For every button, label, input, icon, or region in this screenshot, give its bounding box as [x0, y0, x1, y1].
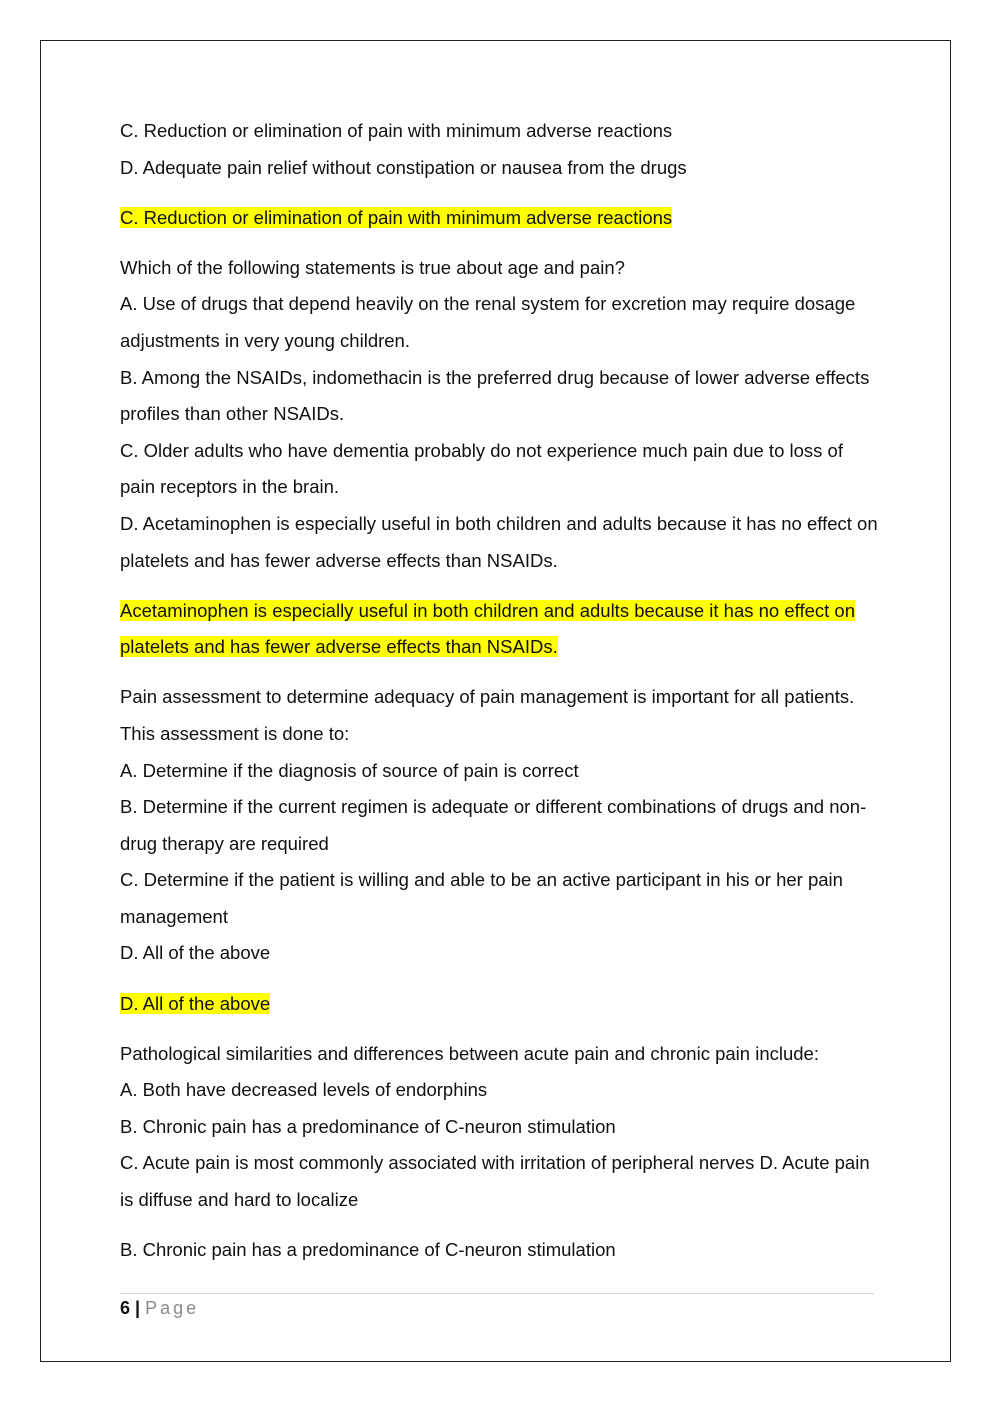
page-label: Page — [145, 1298, 200, 1318]
question-text: Pain assessment to determine adequacy of pain management is important for all patients. This assessment is done to: — [120, 686, 855, 744]
option-c: C. Acute pain is most commonly associated with irritation of peripheral nerves D. Acute pain is diffuse and hard to localize — [120, 1152, 870, 1211]
question-text: Which of the following statements is true about age and pain? — [120, 256, 625, 278]
answer-text: C. Reduction or elimination of pain with minimum adverse reactions — [120, 206, 673, 228]
option-b: B. Determine if the current regimen is adequate or different combinations of drugs and non-drug therapy are required — [120, 796, 867, 854]
answer-highlight — [120, 593, 880, 666]
option-d: D. Acetaminophen is especially useful in both children and adults because it has no effect on platelets and has fewer adverse effects than NSAIDs. — [120, 512, 878, 571]
footer-divider — [120, 1293, 874, 1294]
option-c: C. Older adults who have dementia probably do not experience much pain due to loss of pain receptors in the brain. — [120, 439, 843, 498]
answer-text: B. Chronic pain has a predominance of C-neuron stimulation — [120, 1239, 616, 1261]
footer-separator: | — [135, 1298, 141, 1318]
answer-text: D. All of the above — [120, 992, 271, 1014]
option-b: B. Chronic pain has a predominance of C-neuron stimulation — [120, 1115, 616, 1137]
document-content — [120, 113, 880, 1269]
option-a: A. Use of drugs that depend heavily on the renal system for excretion may require dosage adjustments in very young children. — [120, 293, 856, 351]
option-d: D. Adequate pain relief without constipation or nausea from the drugs — [120, 156, 687, 178]
option-c: C. Reduction or elimination of pain with minimum adverse reactions — [120, 120, 673, 141]
option-a: A. Both have decreased levels of endorphins — [120, 1079, 488, 1101]
page-number: 6 — [120, 1298, 131, 1318]
option-c: C. Determine if the patient is willing and able to be an active participant in his or her pain management — [120, 869, 843, 927]
answer-highlight — [120, 200, 880, 237]
option-b: B. Among the NSAIDs, indomethacin is the preferred drug because of lower adverse effects profiles than other NSAIDs. — [120, 366, 870, 425]
question-text: Pathological similarities and differences between acute pain and chronic pain include: — [120, 1042, 819, 1064]
page-footer — [120, 1296, 199, 1320]
option-d: D. All of the above — [120, 942, 271, 964]
answer-highlight — [120, 986, 880, 1023]
option-a: A. Determine if the diagnosis of source of pain is correct — [120, 759, 579, 781]
answer-text: Acetaminophen is especially useful in both children and adults because it has no effect on platelets and has fewer adverse effects than NSAIDs. — [120, 599, 855, 658]
